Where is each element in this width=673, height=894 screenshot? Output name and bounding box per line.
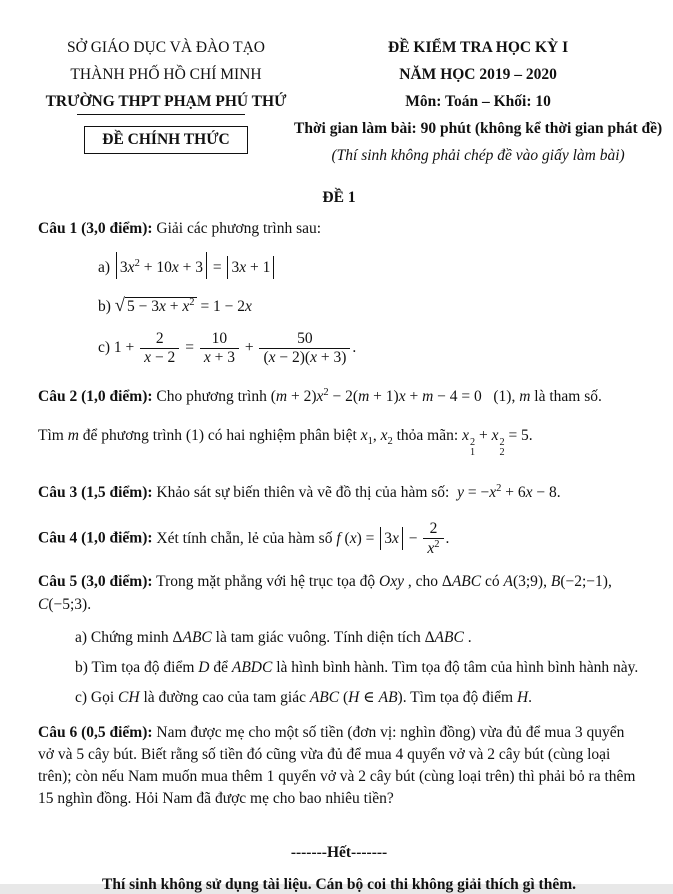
page-header: [0, 0, 673, 169]
question-1-label: Câu 1 (3,0 điểm):: [38, 220, 153, 237]
duration-line: Thời gian làm bài: 90 phút (không kể thời gian phát đề): [294, 120, 663, 137]
end-marker: -------Hết-------: [290, 844, 388, 862]
department-line-1: SỞ GIÁO DỤC VÀ ĐÀO TẠO: [67, 39, 265, 56]
official-exam-stamp: ĐỀ CHÍNH THỨC: [84, 126, 247, 154]
exam-version-title: ĐỀ 1: [322, 189, 356, 206]
question-5c: c) Gọi CH là đường cao của tam giác ABC (H ∈ AB). Tìm tọa độ điểm H.: [75, 689, 533, 707]
question-1: [38, 217, 640, 240]
question-1b: b) √ $5 - 3x + x^2 = 1 - 2x$: [98, 295, 252, 317]
exam-body: [0, 189, 673, 894]
exam-title-line: ĐỀ KIỂM TRA HỌC KỲ I: [388, 39, 569, 56]
question-2-label: Câu 2 (1,0 điểm):: [38, 388, 153, 406]
question-3-statement: Khảo sát sự biến thiên và vẽ đồ thị của hàm số: $y = -x^2 + 6x - 8$.: [156, 483, 561, 502]
question-3: [38, 477, 640, 504]
question-3-label: Câu 3 (1,5 điểm):: [38, 484, 153, 502]
question-5-label: Câu 5 (3,0 điểm):: [38, 573, 153, 591]
header-right-block: [294, 34, 662, 169]
header-left-block: [38, 34, 294, 169]
question-2-statement: Cho phương trình $(m + 2)x^2 - 2(m + 1)x + m - 4 = 0$ (1), m là tham số.: [156, 386, 602, 406]
question-1c: c) 1 + $\frac{2}{x - 2}$ = $\frac{10}{x + 3}$ + $\frac{50}{(x - 2)(x + 3)}$ .: [98, 330, 357, 367]
question-5: [38, 570, 640, 616]
instruction-note-line: (Thí sinh không phải chép đề vào giấy làm bài): [331, 147, 625, 164]
school-name: TRƯỜNG THPT PHẠM PHÚ THỨ: [46, 88, 287, 115]
question-4: [38, 520, 640, 558]
question-6: [38, 722, 640, 810]
footer-note: Thí sinh không sử dụng tài liệu. Cán bộ coi thi không giải thích gì thêm.: [101, 876, 576, 894]
question-4-label: Câu 4 (1,0 điểm):: [38, 529, 153, 547]
question-2-condition: Tìm m để phương trình (1) có hai nghiệm phân biệt $x_1$, $x_2$ thỏa mãn: x 2 1 + x 2 2 = 5.: [38, 427, 533, 459]
question-6-label: Câu 6 (0,5 điểm):: [38, 724, 153, 742]
department-line-2: THÀNH PHỐ HỒ CHÍ MINH: [70, 66, 262, 83]
question-5b: b) Tìm tọa độ điểm D để ABDC là hình bình hành. Tìm tọa độ tâm của hình bình hành này.: [75, 659, 639, 677]
question-2: [38, 381, 640, 408]
question-6-statement: Nam được mẹ cho một số tiền (đơn vị: nghìn đồng) vừa đủ để mua 3 quyển vở và 5 cây bút. Biết rằng số tiền đó cũng vừa đủ để mua 4 quyển vở và 2 cây bút (cùng loại trên); còn nếu Nam muốn mua thêm 1 quyển vở và 2 cây bút (cùng loại trên) thì phải bỏ ra thêm 15 nghìn đồng. Hỏi Nam đã được mẹ cho bao nhiêu tiền?: [38, 724, 636, 808]
question-1-intro: Giải các phương trình sau:: [156, 220, 322, 237]
question-4-statement: Xét tính chẵn, lẻ của hàm số f (x) = 3x − $\frac{2}{x^2}$ .: [156, 520, 450, 558]
question-5-intro: Trong mặt phẳng với hệ trục tọa độ Oxy , cho ΔABC có A(3;9), B(−2;−1), C(−5;3).: [38, 573, 612, 614]
page-footer: [38, 844, 640, 894]
question-5a: a) Chứng minh ΔABC là tam giác vuông. Tính diện tích ΔABC .: [75, 629, 472, 647]
subject-grade-line: Môn: Toán – Khối: 10: [405, 93, 551, 110]
question-1a: a) $3x^2 + 10x + 3 = 3x + 1$: [38, 252, 640, 279]
academic-year-line: NĂM HỌC 2019 – 2020: [399, 66, 557, 83]
